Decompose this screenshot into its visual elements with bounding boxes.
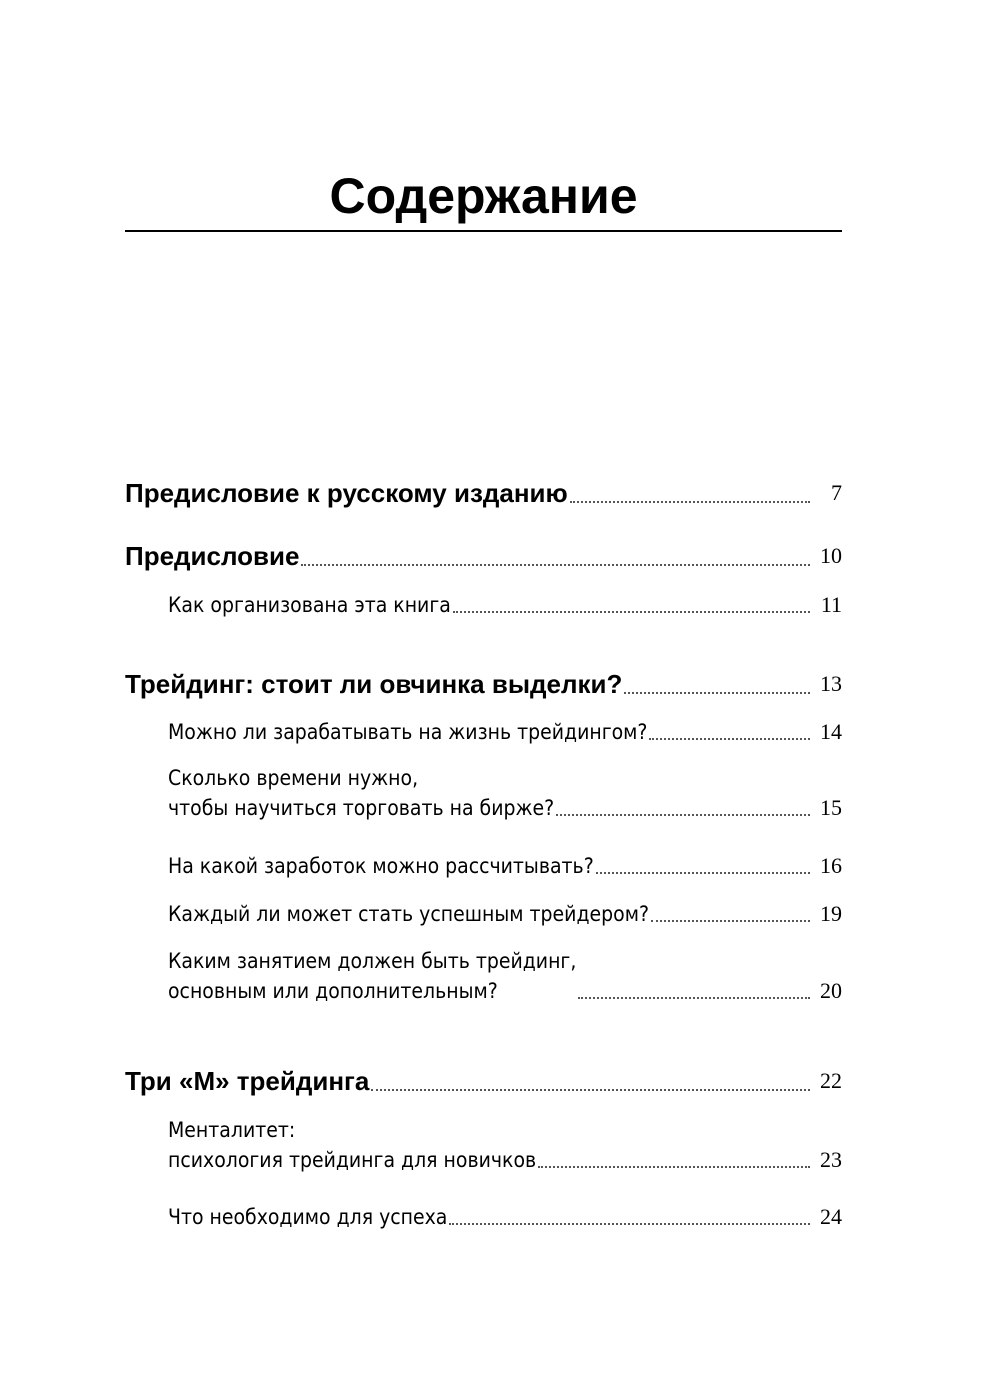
dot-leader	[538, 1166, 810, 1168]
toc-entry-label: Предисловие	[125, 541, 300, 571]
dot-leader	[578, 997, 810, 999]
dot-leader	[556, 814, 810, 816]
toc-page-number: 23	[820, 1147, 842, 1172]
toc-entry-label: Что необходимо для успеха	[168, 1205, 448, 1229]
toc-entry-label: На какой заработок можно рассчитывать?	[168, 854, 594, 878]
toc-page-number: 20	[820, 978, 842, 1003]
toc-entry-chapter[interactable]	[125, 1065, 842, 1097]
title-divider	[125, 230, 842, 232]
toc-entry-section[interactable]	[168, 590, 842, 620]
toc-entry-chapter[interactable]	[125, 477, 842, 509]
toc-entry-label	[168, 763, 554, 823]
dot-leader	[624, 692, 810, 694]
toc-entry-label	[168, 946, 576, 1006]
toc-page-number: 24	[820, 1204, 842, 1229]
dot-leader	[449, 1223, 810, 1225]
toc-entry-chapter[interactable]	[125, 668, 842, 700]
toc-entry-label-line: основным или дополнительным?	[168, 979, 498, 1003]
toc-entry-label	[168, 1115, 536, 1175]
toc-entry-label: Как организована эта книга	[168, 593, 451, 617]
toc-entry-label: Трейдинг: стоит ли овчинка выделки?	[125, 669, 623, 699]
toc-page-number: 14	[820, 719, 842, 744]
toc-entry-label-line: Менталитет:	[168, 1118, 296, 1142]
dot-leader	[371, 1089, 810, 1091]
toc-entry-label-line: Сколько времени нужно,	[168, 766, 419, 790]
toc-page-number: 22	[820, 1068, 842, 1093]
dot-leader	[301, 564, 810, 566]
toc-entry-label: Предисловие к русскому изданию	[125, 478, 568, 508]
toc-entry-label: Каждый ли может стать успешным трейдером?	[168, 902, 649, 926]
toc-entry-label: Можно ли зарабатывать на жизнь трейдингом?	[168, 720, 648, 744]
dot-leader	[570, 501, 810, 503]
dot-leader	[596, 872, 810, 874]
toc-page-number: 13	[820, 671, 842, 696]
dot-leader	[649, 738, 810, 740]
dot-leader	[651, 920, 810, 922]
toc-page-number: 15	[820, 795, 842, 820]
toc-entry-section[interactable]	[168, 717, 842, 747]
toc-page-number: 10	[820, 543, 842, 568]
toc-entry-section[interactable]	[168, 1115, 842, 1175]
toc-entry-label: Три «М» трейдинга	[125, 1066, 370, 1096]
page-title: Содержание	[329, 168, 638, 224]
toc-page-number: 7	[831, 480, 842, 505]
toc-entry-section[interactable]	[168, 851, 842, 881]
toc-entry-section[interactable]	[168, 763, 842, 823]
toc-entry-chapter[interactable]	[125, 540, 842, 572]
toc-entry-section[interactable]	[168, 1202, 842, 1232]
toc-entry-section[interactable]	[168, 899, 842, 929]
dot-leader	[453, 611, 810, 613]
toc-entry-label-line: Каким занятием должен быть трейдинг,	[168, 949, 577, 973]
toc-page-number: 11	[820, 592, 842, 617]
toc-page-number: 19	[820, 901, 842, 926]
toc-entry-label-line: чтобы научиться торговать на бирже?	[168, 796, 555, 820]
toc-entry-section[interactable]	[168, 946, 842, 1006]
toc-entry-label-line: психология трейдинга для новичков	[168, 1148, 537, 1172]
toc-page-number: 16	[820, 853, 842, 878]
